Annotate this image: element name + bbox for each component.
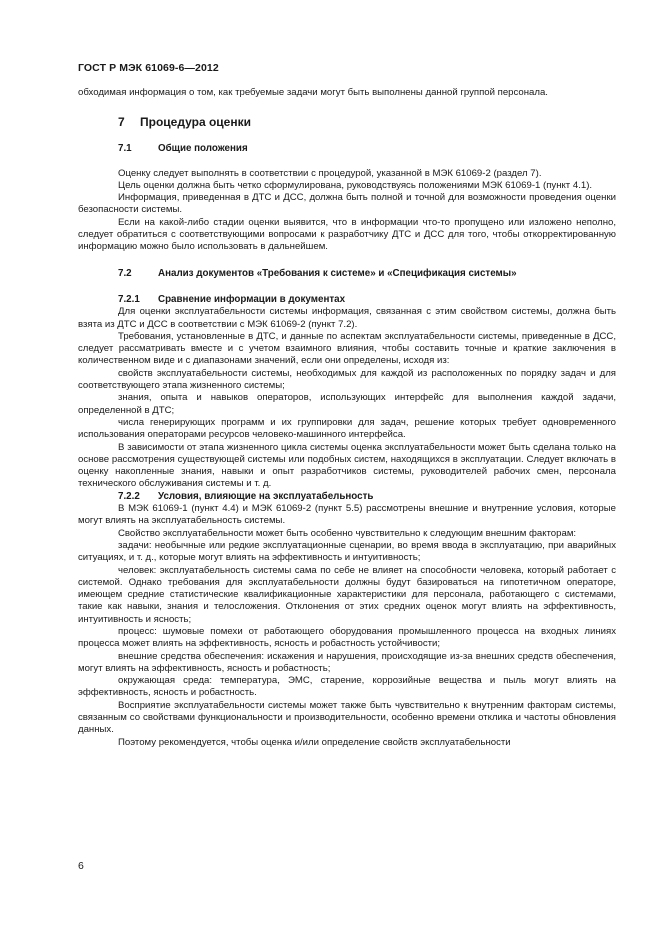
section-7-number: 7 bbox=[118, 115, 125, 130]
document-header: ГОСТ Р МЭК 61069-6—2012 bbox=[78, 62, 219, 74]
section-7-2-number: 7.2 bbox=[118, 267, 132, 279]
section-7-2-2-heading bbox=[118, 491, 616, 503]
list-item: процесс: шумовые помехи от работающего оборудования промышленного процесса на входных линиях процесса может влиять на эффективность, ясность и робастность устойчивости; bbox=[78, 625, 616, 650]
page-number: 6 bbox=[78, 860, 84, 872]
list-item: человек: эксплуатабельность системы сама по себе не влияет на способности человека, который работает с системой. Однако требования для эксплуатабельности должны будут базироваться на гипотетичном операторе, имеющем средние статистические квалификационные характеристики для персонала, работающего с системами, такие как навыки, знания и телосложения. Отклонения от этих средних оценок могут влиять на эффективность, интуитивность и ясность; bbox=[78, 564, 616, 625]
section-7-2-1-heading bbox=[118, 294, 616, 306]
paragraph: Восприятие эксплуатабельности системы может также быть чувствительно к внутренним факторам системы, связанным со свойствами функциональности и производительности, особенно времени отклика и частоты обновления данных. bbox=[78, 699, 616, 736]
paragraph: Свойство эксплуатабельности может быть особенно чувствительно к следующим внешним факторам: bbox=[118, 527, 577, 539]
paragraph: Оценку следует выполнять в соответствии с процедурой, указанной в МЭК 61069-2 (раздел 7). bbox=[118, 167, 542, 179]
paragraph: В МЭК 61069-1 (пункт 4.4) и МЭК 61069-2 (пункт 5.5) рассмотрены внешние и внутренние условия, которые могут влиять на эксплуатабельность системы. bbox=[78, 503, 616, 527]
list-item: окружающая среда: температура, ЭМС, старение, коррозийные вещества и пыль могут влиять на эффективность, ясность и робастность. bbox=[78, 675, 616, 699]
section-7-2-2-title: Условия, влияющие на эксплуатабельность bbox=[158, 490, 374, 502]
section-7-heading bbox=[118, 115, 616, 129]
section-7-2-1-title: Сравнение информации в документах bbox=[158, 293, 346, 305]
list-item: задачи: необычные или редкие эксплуатационные сценарии, во время ввода в эксплуатацию, при аварийных ситуациях, и т. д., которые могут влиять на эффективность и интуитивность; bbox=[78, 539, 616, 564]
intro-paragraph: обходимая информация о том, как требуемые задачи могут быть выполнены данной группой персонала. bbox=[78, 87, 548, 98]
list-item: свойств эксплуатабельности системы, необходимых для каждой из расположенных по порядку задач и для соответствующего этапа жизненного системы; bbox=[78, 367, 616, 392]
section-7-2-title: Анализ документов «Требования к системе» и «Спецификация системы» bbox=[158, 267, 517, 279]
paragraph: Требования, установленные в ДТС, и данные по аспектам эксплуатабельности системы, приведенные в ДСС, следует рассматривать вместе и с учетом взаимного влияния, чтобы составить точные и краткие заключения в количественном виде и с диапазонами значений, если они определены, исходя из: bbox=[78, 330, 616, 367]
paragraph: Информация, приведенная в ДТС и ДСС, должна быть полной и точной для возможности проведения оценки безопасности системы. bbox=[78, 192, 616, 216]
section-7-2-2-number: 7.2.2 bbox=[118, 490, 140, 502]
paragraph: Для оценки эксплуатабельности системы информация, связанная с этим свойством системы, должна быть взята из ДТС и ДСС в соответствии с МЭК 61069-2 (пункт 7.2). bbox=[78, 306, 616, 330]
page-content bbox=[78, 87, 616, 749]
section-7-2-1-number: 7.2.1 bbox=[118, 293, 140, 305]
section-7-title: Процедура оценки bbox=[140, 115, 251, 130]
paragraph: В зависимости от этапа жизненного цикла системы оценка эксплуатабельности может быть сделана только на основе рассмотрения существующей системы или подобных систем, находящихся в эксплуатации. Следует включать в оценку накопленные знания, навыки и опыт разработчиков системы, руководителей рабочих смен, персонала технического обслуживания системы и т. д. bbox=[78, 441, 616, 490]
section-7-1-title: Общие положения bbox=[158, 143, 248, 155]
section-7-1-heading bbox=[118, 143, 616, 155]
list-item: внешние средства обеспечения: искажения и нарушения, происходящие из-за внешних средств обеспечения, могут влиять на эффективность, ясность и робастность; bbox=[78, 650, 616, 674]
paragraph: Если на какой-либо стадии оценки выявится, что в информации что-то пропущено или изложено неполно, следует обратиться с соответствующими вопросами к разработчику ДТС и ДСС для того, чтобы откорректированную информацию можно было использовать в дальнейшем. bbox=[78, 216, 616, 253]
list-item: числа генерирующих программ и их группировки для задач, решение которых требует одновременного использования операторами ресурсов человеко-машинного интерфейса. bbox=[78, 416, 616, 441]
section-7-2-heading bbox=[118, 268, 616, 280]
list-item: знания, опыта и навыков операторов, использующих интерфейс для выполнения каждой задачи, определенной в ДТС; bbox=[78, 392, 616, 416]
section-7-1-number: 7.1 bbox=[118, 143, 132, 155]
paragraph: Цель оценки должна быть четко сформулирована, руководствуясь положениями МЭК 61069-1 (пункт 4.1). bbox=[118, 179, 593, 191]
paragraph: Поэтому рекомендуется, чтобы оценка и/или определение свойств эксплуатабельности bbox=[118, 736, 511, 748]
